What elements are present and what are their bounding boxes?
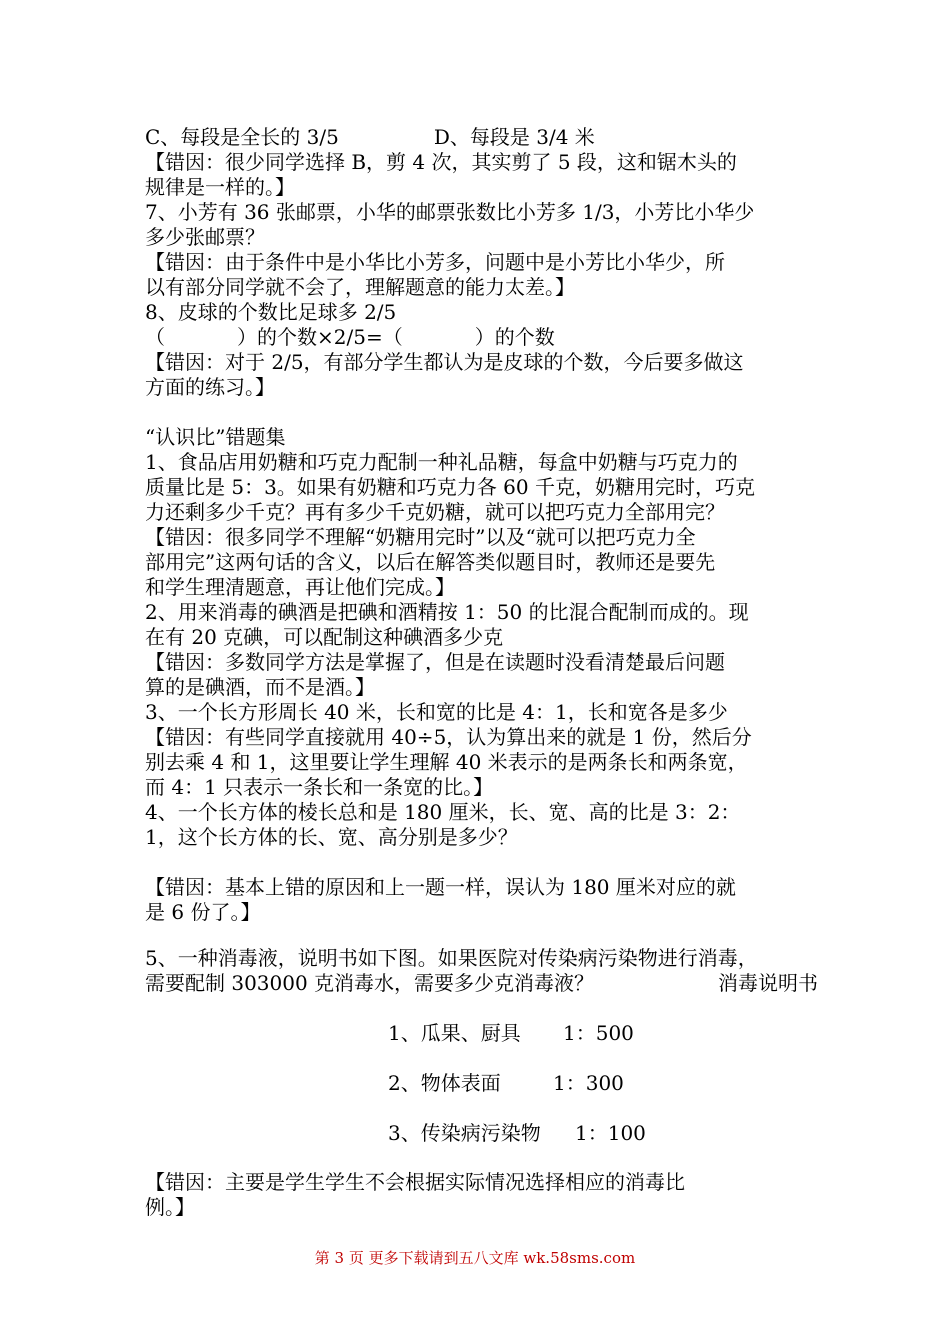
ratio-q5-line-1: 5、一种消毒液，说明书如下图。如果医院对传染病污染物进行消毒， xyxy=(145,946,758,970)
error-reason-6-line-2: 规律是一样的。】 xyxy=(145,175,295,199)
ratio-q1-line-1: 1、食品店用奶糖和巧克力配制一种礼品糖，每盒中奶糖与巧克力的 xyxy=(145,450,738,474)
error-reason-6-line-1: 【错因：很少同学选择 B，剪 4 次，其实剪了 5 段，这和锯木头的 xyxy=(145,150,737,174)
options-c-d xyxy=(145,125,815,150)
error-reason-8-line-1: 【错因：对于 2/5，有部分学生都认为是皮球的个数，今后要多做这 xyxy=(145,350,744,374)
manual-title: 消毒说明书 xyxy=(718,971,818,995)
ratio-q3-error-line-1: 【错因：有些同学直接就用 40÷5，认为算出来的就是 1 份，然后分 xyxy=(145,725,752,749)
ratio-q1-error-line-3: 和学生理清题意，再让他们完成。】 xyxy=(145,575,455,599)
page-footer: 第 3 页 更多下载请到五八文库 wk.58sms.com xyxy=(314,1249,636,1267)
manual-row-3-name: 3、传染病污染物 xyxy=(388,1121,541,1145)
manual-row-2-name: 2、物体表面 xyxy=(388,1071,501,1095)
question-7-line-1: 7、小芳有 36 张邮票，小华的邮票张数比小芳多 1/3，小芳比小华少 xyxy=(145,200,755,224)
ratio-q1-error-line-2: 部用完”这两句话的含义，以后在解答类似题目时，教师还是要先 xyxy=(145,550,716,574)
error-reason-7-line-2: 以有部分同学就不会了，理解题意的能力太差。】 xyxy=(145,275,575,299)
section-title: “认识比”错题集 xyxy=(145,425,286,449)
ratio-q4-line-1: 4、一个长方体的棱长总和是 180 厘米，长、宽、高的比是 3：2： xyxy=(145,800,741,824)
ratio-q2-error-line-2: 算的是碘酒，而不是酒。】 xyxy=(145,675,375,699)
question-8-blanks: （ ）的个数×2/5=（ ）的个数 xyxy=(145,325,555,349)
manual-row-1-name: 1、瓜果、厨具 xyxy=(388,1021,521,1045)
ratio-q3-error-line-2: 别去乘 4 和 1，这里要让学生理解 40 米表示的是两条长和两条宽， xyxy=(145,750,748,774)
ratio-q1-line-2: 质量比是 5：3。如果有奶糖和巧克力各 60 千克，奶糖用完时，巧克 xyxy=(145,475,755,499)
manual-row-3-ratio: 1：100 xyxy=(575,1121,646,1145)
ratio-q4-error xyxy=(145,875,815,925)
error-reason-7-line-1: 【错因：由于条件中是小华比小芳多，问题中是小芳比小华少，所 xyxy=(145,250,725,274)
manual-row-2-ratio: 1：300 xyxy=(553,1071,624,1095)
ratio-q1-line-3: 力还剩多少千克？再有多少千克奶糖，就可以把巧克力全部用完？ xyxy=(145,500,725,524)
question-7-line-2: 多少张邮票？ xyxy=(145,225,265,249)
option-c: C、每段是全长的 3/5 xyxy=(145,125,339,149)
ratio-q5 xyxy=(145,946,815,996)
ratio-q5-error xyxy=(145,1170,815,1220)
ratio-q4-line-2: 1，这个长方体的长、宽、高分别是多少？ xyxy=(145,825,518,849)
ratio-q2-line-1: 2、用来消毒的碘酒是把碘和酒精按 1：50 的比混合配制而成的。现 xyxy=(145,600,749,624)
ratio-q1-error-line-1: 【错因：很多同学不理解“奶糖用完时”以及“就可以把巧克力全 xyxy=(145,525,696,549)
error-reason-8-line-2: 方面的练习。】 xyxy=(145,375,275,399)
ratio-error-section xyxy=(145,425,815,850)
ratio-q2-error-line-1: 【错因：多数同学方法是掌握了，但是在读题时没看清楚最后问题 xyxy=(145,650,725,674)
ratio-q5-error-line-2: 例。】 xyxy=(145,1195,195,1219)
ratio-q3-line-1: 3、一个长方形周长 40 米，长和宽的比是 4：1，长和宽各是多少 xyxy=(145,700,728,724)
ratio-q5-error-line-1: 【错因：主要是学生学生不会根据实际情况选择相应的消毒比 xyxy=(145,1170,685,1194)
ratio-q2-line-2: 在有 20 克碘，可以配制这种碘酒多少克 xyxy=(145,625,504,649)
ratio-q4-error-line-2: 是 6 份了。】 xyxy=(145,900,261,924)
ratio-q5-line-2: 需要配制 303000 克消毒水，需要多少克消毒液？ xyxy=(145,971,595,995)
ratio-q3-error-line-3: 而 4：1 只表示一条长和一条宽的比。】 xyxy=(145,775,494,799)
question-8 xyxy=(145,300,815,400)
ratio-q4-error-line-1: 【错因：基本上错的原因和上一题一样，误认为 180 厘米对应的就 xyxy=(145,875,736,899)
question-7 xyxy=(145,200,815,300)
option-d: D、每段是 3/4 米 xyxy=(433,125,595,149)
question-6-continued xyxy=(145,125,815,200)
question-8-line-1: 8、皮球的个数比足球多 2/5 xyxy=(145,300,397,324)
manual-row-1-ratio: 1：500 xyxy=(563,1021,634,1045)
